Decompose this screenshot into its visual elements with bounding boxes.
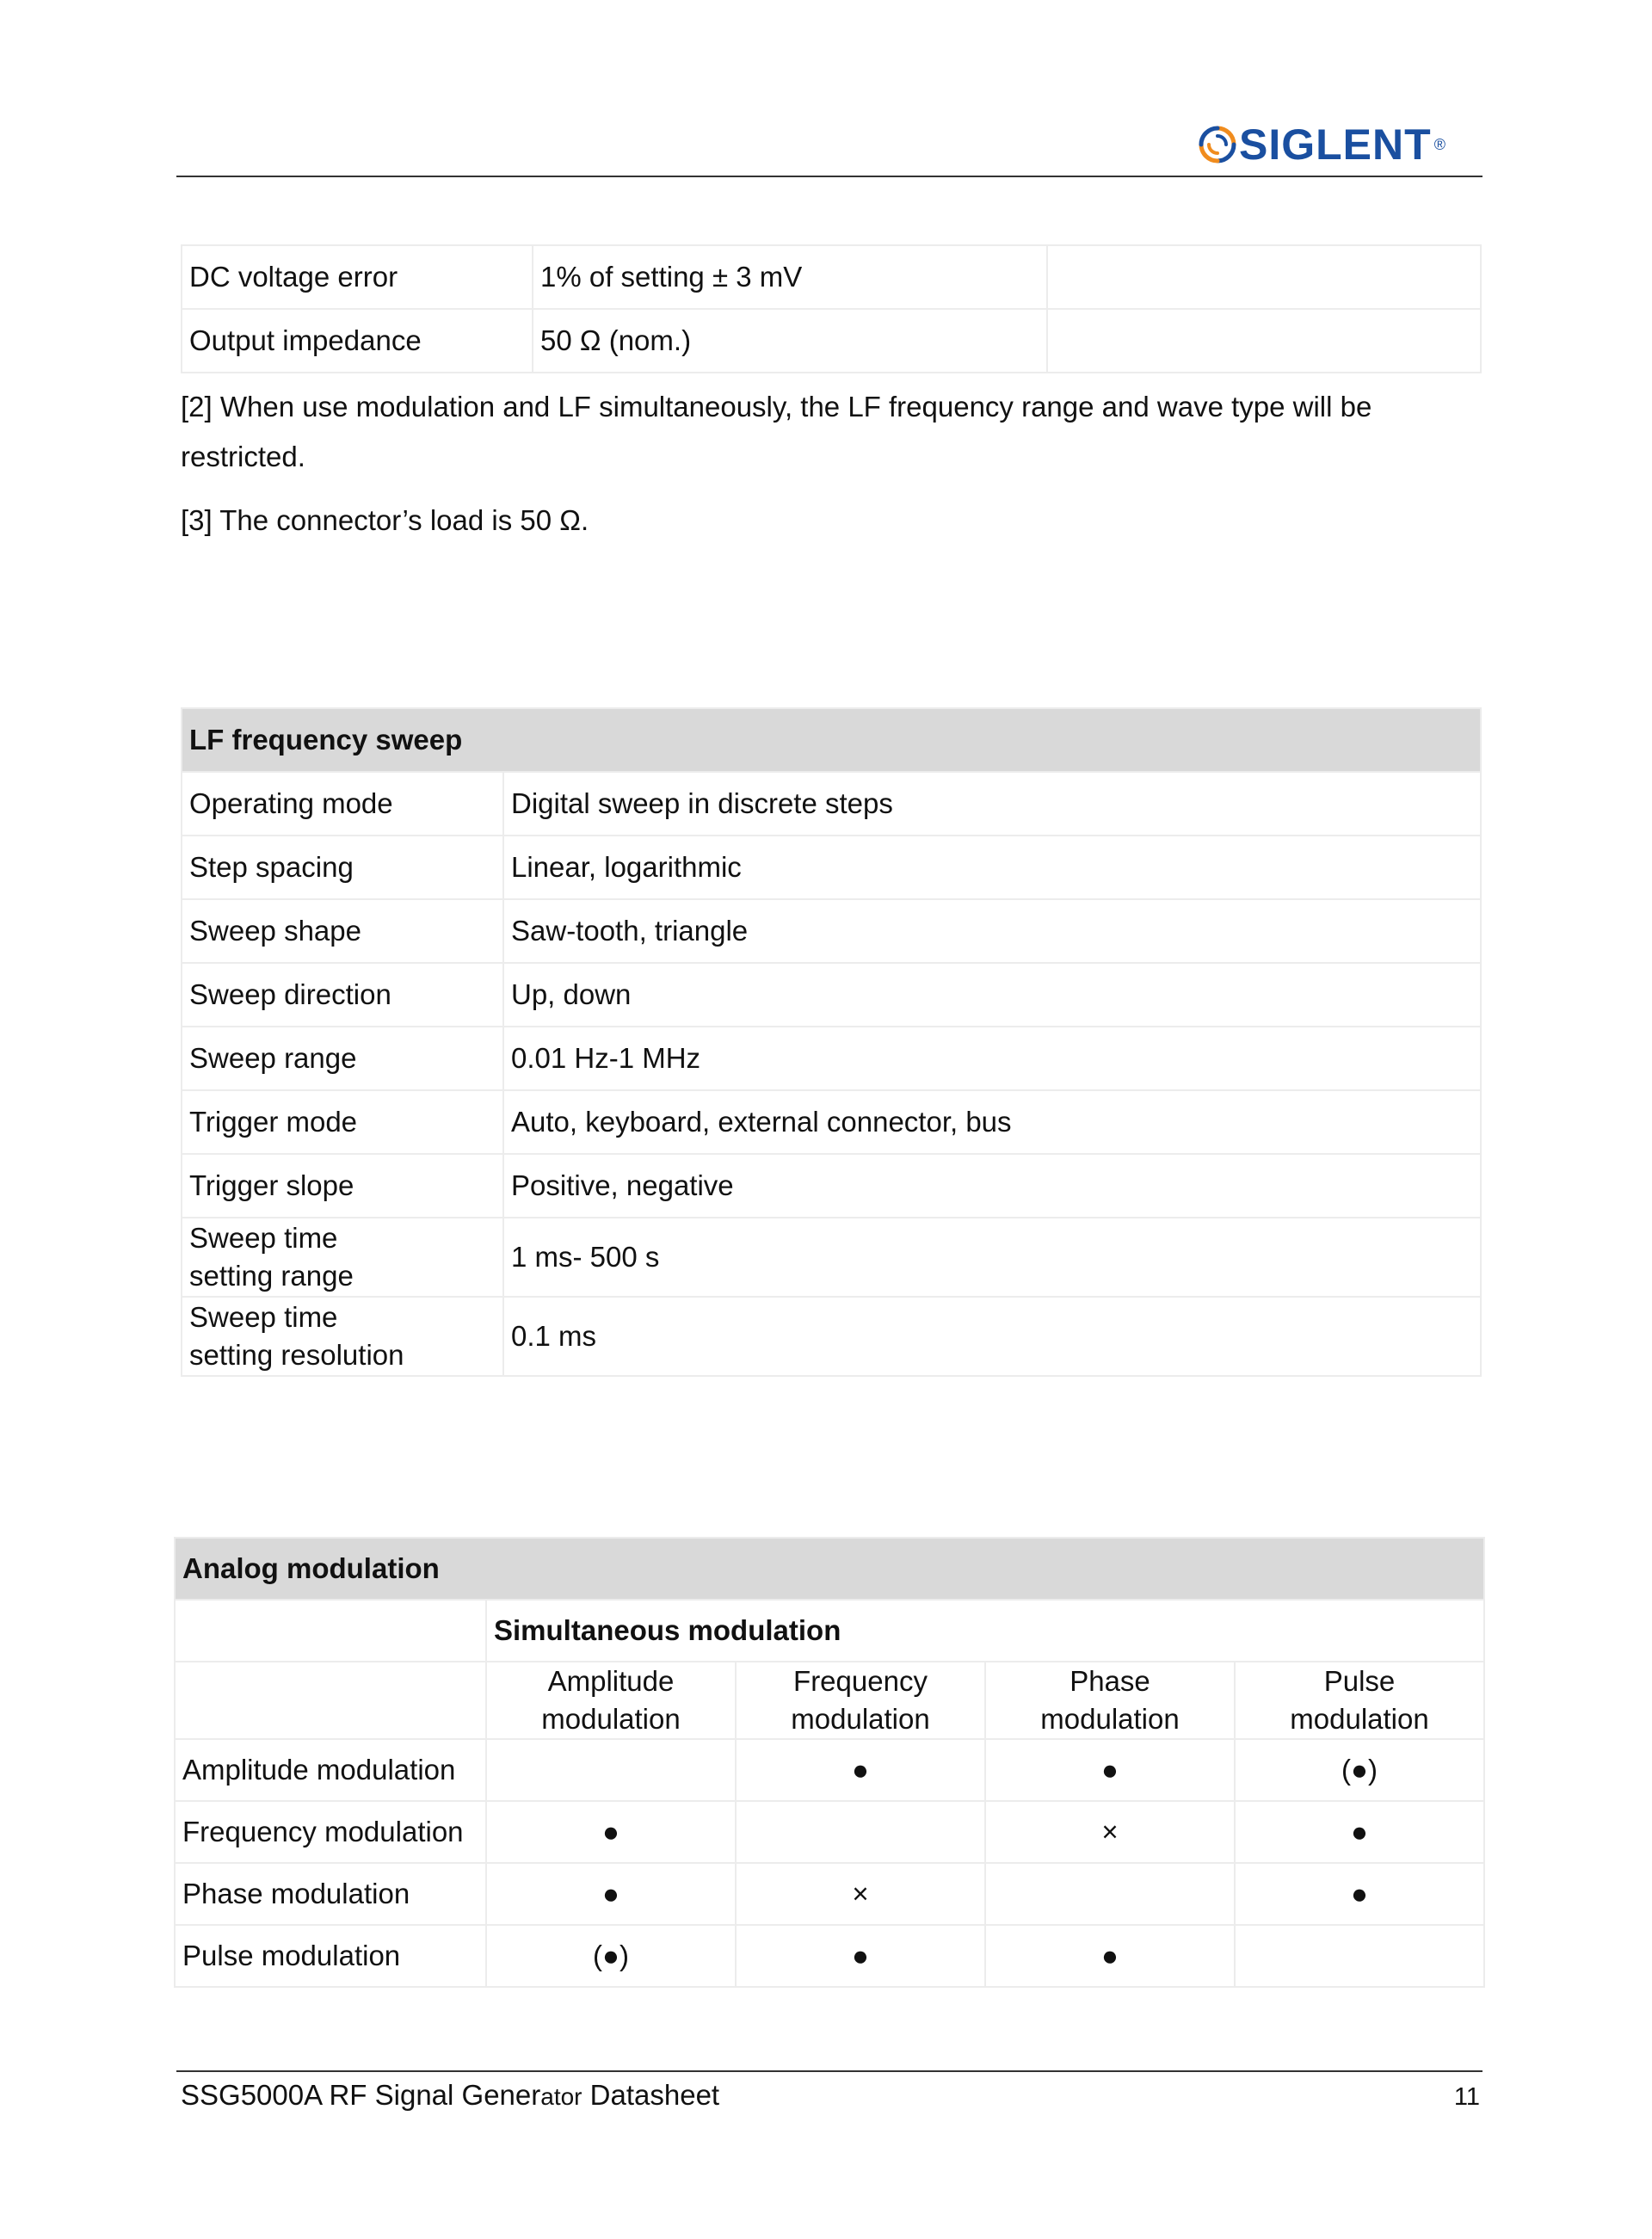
subheader: Simultaneous modulation (486, 1600, 1484, 1662)
footer-title (181, 2076, 719, 2117)
compat-cell: × (736, 1863, 985, 1925)
compat-cell: (●) (486, 1925, 736, 1987)
column-header (1235, 1662, 1484, 1739)
compat-cell (736, 1801, 985, 1863)
row-label: Pulse modulation (175, 1925, 486, 1987)
table-title: LF frequency sweep (182, 708, 1481, 772)
table-row (182, 1218, 1481, 1297)
compat-cell: ● (1235, 1863, 1484, 1925)
compat-cell (486, 1739, 736, 1801)
row-label-line1: Sweep time (189, 1222, 338, 1254)
row-value: Auto, keyboard, external connector, bus (503, 1090, 1481, 1154)
table-row (182, 245, 1481, 309)
compat-cell (985, 1863, 1235, 1925)
output-spec-table (181, 244, 1482, 373)
row-label: Operating mode (182, 772, 503, 836)
column-header (985, 1662, 1235, 1739)
row-label: Sweep shape (182, 899, 503, 963)
table-row (182, 1297, 1481, 1376)
row-label: Trigger slope (182, 1154, 503, 1218)
table-row (175, 1801, 1484, 1863)
column-header-line1: Frequency (793, 1665, 928, 1697)
row-label (182, 1218, 503, 1297)
column-header (736, 1662, 985, 1739)
compat-cell: ● (486, 1801, 736, 1863)
row-value: 50 Ω (nom.) (533, 309, 1047, 373)
table-row (182, 1154, 1481, 1218)
table-title: Analog modulation (175, 1538, 1484, 1600)
column-header-line2: modulation (791, 1703, 930, 1735)
row-value: 0.01 Hz-1 MHz (503, 1027, 1481, 1090)
registered-mark: ® (1433, 135, 1446, 153)
logo-text: SIGLENT (1239, 120, 1432, 169)
table-row (182, 1027, 1481, 1090)
row-label-line2: setting range (189, 1260, 354, 1292)
footer-title-part: ator (540, 2083, 583, 2110)
column-header-line1: Phase (1069, 1665, 1150, 1697)
column-header (486, 1662, 736, 1739)
table-row (182, 309, 1481, 373)
empty-cell (175, 1662, 486, 1739)
compat-cell: × (985, 1801, 1235, 1863)
row-label: Sweep range (182, 1027, 503, 1090)
column-header-line2: modulation (1040, 1703, 1180, 1735)
compat-cell: ● (985, 1925, 1235, 1987)
table-row (182, 899, 1481, 963)
row-extra (1047, 309, 1481, 373)
row-value: Up, down (503, 963, 1481, 1027)
table-header-row (175, 1538, 1484, 1600)
table-row (182, 1090, 1481, 1154)
compat-cell: ● (985, 1739, 1235, 1801)
column-header-line1: Pulse (1323, 1665, 1396, 1697)
column-header-row (175, 1662, 1484, 1739)
compat-cell: (●) (1235, 1739, 1484, 1801)
row-value: Linear, logarithmic (503, 836, 1481, 899)
table-row (175, 1739, 1484, 1801)
row-value: 1% of setting ± 3 mV (533, 245, 1047, 309)
table-row (182, 963, 1481, 1027)
subheader-row (175, 1600, 1484, 1662)
column-header-line2: modulation (1290, 1703, 1429, 1735)
compat-cell: ● (736, 1925, 985, 1987)
row-label: Sweep direction (182, 963, 503, 1027)
table-row (175, 1863, 1484, 1925)
header-divider (176, 176, 1482, 177)
footer-divider (176, 2070, 1482, 2072)
siglent-swirl-icon (1196, 123, 1239, 166)
row-value: Positive, negative (503, 1154, 1481, 1218)
row-extra (1047, 245, 1481, 309)
siglent-logo (1196, 119, 1446, 170)
column-header-line1: Amplitude (547, 1665, 675, 1697)
row-label-line2: setting resolution (189, 1339, 404, 1371)
footnote-3: [3] The connector’s load is 50 Ω. (181, 504, 589, 536)
column-header-line2: modulation (541, 1703, 681, 1735)
row-label: DC voltage error (182, 245, 533, 309)
row-value: Saw-tooth, triangle (503, 899, 1481, 963)
lf-sweep-table (181, 707, 1482, 1377)
page-number: 11 (1453, 2083, 1480, 2111)
table-row (175, 1925, 1484, 1987)
footer-title-part: Datasheet (582, 2079, 720, 2111)
compat-cell (1235, 1925, 1484, 1987)
row-label: Frequency modulation (175, 1801, 486, 1863)
row-label (182, 1297, 503, 1376)
row-label: Output impedance (182, 309, 533, 373)
footer-title-part: SSG5000A RF Signal Gener (181, 2079, 541, 2111)
row-label: Step spacing (182, 836, 503, 899)
compat-cell: ● (1235, 1801, 1484, 1863)
compat-cell: ● (736, 1739, 985, 1801)
row-label: Trigger mode (182, 1090, 503, 1154)
row-label: Amplitude modulation (175, 1739, 486, 1801)
analog-modulation-table (174, 1537, 1485, 1988)
row-value: Digital sweep in discrete steps (503, 772, 1481, 836)
table-row (182, 772, 1481, 836)
table-header-row (182, 708, 1481, 772)
row-label-line1: Sweep time (189, 1301, 338, 1333)
footnote-2: [2] When use modulation and LF simultaneously, the LF frequency range and wave type will be restricted. (181, 391, 1372, 472)
row-value: 1 ms- 500 s (503, 1218, 1481, 1297)
empty-cell (175, 1600, 486, 1662)
table-row (182, 836, 1481, 899)
compat-cell: ● (486, 1863, 736, 1925)
row-label: Phase modulation (175, 1863, 486, 1925)
row-value: 0.1 ms (503, 1297, 1481, 1376)
